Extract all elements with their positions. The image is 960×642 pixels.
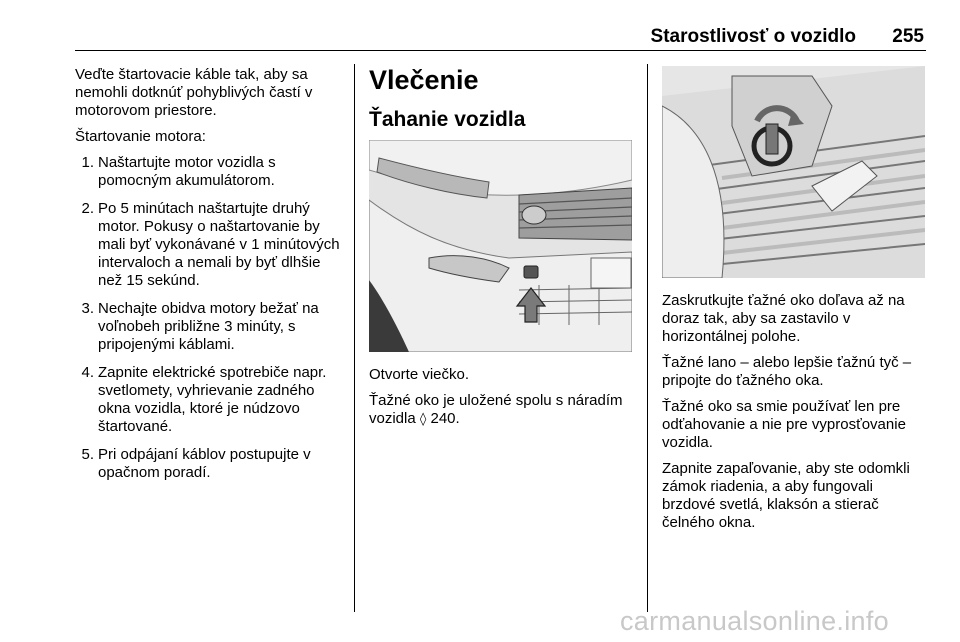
column-divider [647,64,648,612]
chapter-title: Vlečenie [369,65,479,95]
page-number: 255 [892,26,924,47]
screw-in-paragraph: Zaskrutkujte ťažné oko doľava až na doraz tak, aby sa zastavilo v horizontálnej polohe. [662,292,905,345]
section-heading: Ťahanie vozidla [369,108,526,131]
right-text [662,292,926,540]
middle-text [369,366,634,437]
list-item: 1. Naštartujte motor vozidla s pomocným akumulátorom. [81,154,276,189]
tow-eye-illustration [662,66,925,278]
tow-eye-image [662,66,925,278]
column-left [75,66,345,492]
list-item: 5. Pri odpájaní káblov postupujte v opačnom poradí. [81,446,311,481]
ignition-paragraph: Zapnite zapaľovanie, aby ste odomkli zámok riadenia, a aby fungovali brzdové svetlá, klaksón a stierač čelného okna. [662,460,910,531]
watermark: carmanualsonline.info [620,606,889,636]
start-steps-list [75,154,345,482]
page-reference[interactable]: 240. [430,410,460,427]
tow-eye-storage-paragraph: Ťažné oko je uložené spolu s náradím vozidla ◊ 240. [369,392,623,427]
tow-eye-usage-paragraph: Ťažné oko sa smie používať len pre odťahovanie a nie pre vyprosťovanie vozidla. [662,398,906,451]
column-divider [354,64,355,612]
page-header [75,24,926,51]
bumper-cover-illustration [369,140,632,352]
section-title: Starostlivosť o vozidlo [650,26,856,47]
car-front-image [369,140,632,352]
open-cover-paragraph: Otvorte viečko. [369,366,470,383]
list-item: 2. Po 5 minútach naštartujte druhý motor. Pokusy o naštartovanie by mali byť vykonávané v 1 minútových intervaloch a nemali by byť dlhšie než 15 sekúnd. [81,200,340,289]
start-label: Štartovanie motora: [75,128,206,145]
column-middle [369,64,634,427]
cable-routing-paragraph: Veďte štartovacie káble tak, aby sa nemohli dotknúť pohyblivých častí v motorovom priestore. [75,66,313,119]
list-item: 4. Zapnite elektrické spotrebiče napr. svetlomety, vyhrievanie zadného okna vozidla, ktoré je núdzovo štartované. [81,364,327,435]
list-item: 3. Nechajte obidva motory bežať na voľnobeh približne 3 minúty, s pripojenými káblami. [81,300,319,353]
tow-rope-paragraph: Ťažné lano – alebo lepšie ťažnú tyč – pripojte do ťažného oka. [662,354,912,389]
page-reference-icon: ◊ [419,412,427,427]
